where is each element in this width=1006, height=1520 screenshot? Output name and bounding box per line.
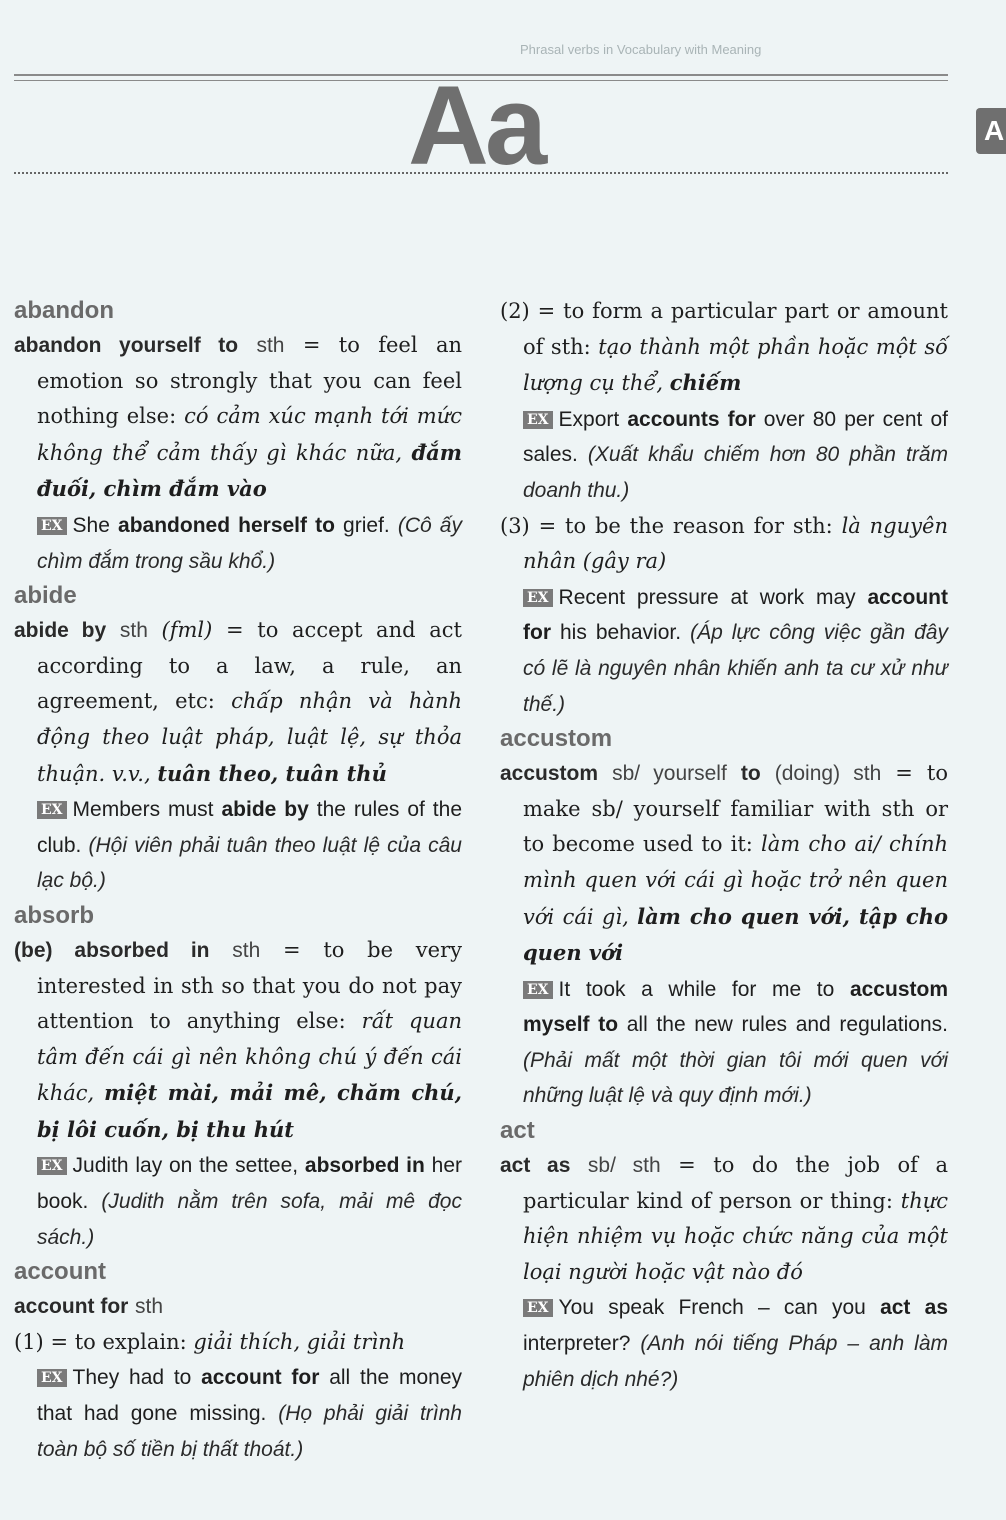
phrase: abandon yourself to — [14, 334, 239, 357]
example — [500, 402, 948, 509]
example-translation: (Phải mất một thời gian tôi mới quen với những luật lệ và quy định mới.) — [523, 1048, 948, 1108]
example-tag: EX — [37, 1157, 67, 1175]
sense-number: (3) — [500, 513, 530, 538]
translation-vi: chiếm — [669, 370, 742, 396]
example-phrase: absorbed in — [304, 1154, 425, 1178]
definition-en: = to be very interested in sth so that you do not pay attention to anything else: — [37, 937, 462, 1034]
example — [14, 1360, 462, 1467]
placeholder: sb/ sth — [587, 1154, 661, 1178]
example — [500, 580, 948, 722]
example-text: Recent pressure at work may — [558, 585, 856, 609]
entry-abide-by — [14, 613, 462, 792]
example-tag: EX — [37, 1369, 67, 1387]
placeholder: sth — [135, 1295, 164, 1319]
translation-vi: tuân theo, tuân thủ — [157, 760, 387, 786]
example-text: all the money that had gone missing. — [37, 1366, 462, 1426]
phrase: abide by — [14, 619, 107, 643]
example-translation: (Hội viên phải tuân theo luật lệ của câu lạc bộ.) — [37, 833, 462, 893]
definition-vi: có cảm xúc mạnh tới mức không thể cảm thấy gì khác nữa, — [37, 404, 462, 465]
example-text: interpreter? — [523, 1332, 631, 1356]
example-text: all the new rules and regulations. — [626, 1013, 948, 1037]
example-phrase: act as — [880, 1296, 949, 1320]
example — [14, 508, 462, 579]
example-phrase: account for — [523, 585, 948, 645]
example-tag: EX — [523, 411, 553, 429]
entry-abandon-yourself-to — [14, 328, 462, 508]
entry-accustom-to — [500, 756, 948, 972]
example-tag: EX — [523, 1299, 553, 1317]
example-tag: EX — [37, 517, 67, 535]
example-phrase: accounts for — [627, 407, 756, 431]
example-translation: (Judith nằm trên sofa, mải mê đọc sách.) — [37, 1190, 462, 1249]
definition-vi: rất quan tâm đến cái gì nên không chú ý đến cái khác, — [37, 1009, 462, 1106]
example-phrase: abandoned herself to — [118, 513, 335, 537]
definition-en: = to form a particular part or amount of sth: — [523, 299, 948, 359]
translation-vi: đắm đuối, chìm đắm vào — [37, 439, 462, 502]
definition-en: = to make sb/ yourself familiar with sth or to become used to it: — [523, 761, 948, 857]
thumb-index-tab[interactable]: A — [976, 108, 1006, 154]
section-letter: Aa — [408, 63, 544, 188]
example-text: grief. — [343, 513, 390, 537]
example-text: Judith lay on the settee, — [72, 1154, 299, 1178]
phrase: (be) absorbed in — [14, 938, 210, 962]
running-head: Phrasal verbs in Vocabulary with Meaning — [520, 42, 762, 57]
translation-vi: miệt mài, mải mê, chăm chú, bị lôi cuốn, bị thu hút — [37, 1080, 462, 1142]
example-tag: EX — [523, 589, 553, 607]
dotted-divider — [14, 172, 948, 174]
example-text: They had to — [72, 1366, 192, 1390]
example — [500, 972, 948, 1114]
phrase: act as — [500, 1154, 571, 1178]
definition-vi: chấp nhận và hành động theo luật pháp, luật lệ, sự thỏa thuận. v.v., — [37, 689, 462, 786]
headword-accustom: accustom — [500, 725, 613, 753]
example-translation: (Cô ấy chìm đắm trong sầu khổ.) — [37, 513, 462, 573]
phrase: to — [740, 762, 761, 786]
definition-en: = to feel an emotion so strongly that you can feel nothing else: — [37, 333, 462, 429]
example — [14, 792, 462, 899]
sense-number: (2) — [500, 299, 530, 323]
headword-abide: abide — [14, 582, 77, 610]
example-text: It took a while for me to — [558, 977, 835, 1001]
left-column — [14, 294, 462, 1467]
sense-1 — [14, 1325, 462, 1361]
sense-2 — [500, 294, 948, 402]
example — [14, 1148, 462, 1255]
placeholder: (doing) sth — [774, 762, 882, 786]
example-text: over 80 per cent of sales. — [523, 407, 948, 467]
example-phrase: abide by — [221, 798, 309, 822]
phrase: account for — [14, 1295, 129, 1319]
definition-vi: làm cho ai/ chính mình quen với cái gì hoặc trở nên quen với cái gì, — [523, 832, 948, 929]
entry-account-for — [14, 1289, 462, 1325]
headword-absorb: absorb — [14, 901, 95, 929]
right-column — [500, 294, 948, 1397]
example-text: his behavior. — [560, 621, 682, 645]
example-text: Export — [558, 407, 620, 431]
register-label: (fml) — [161, 618, 213, 643]
entry-act-as — [500, 1148, 948, 1290]
placeholder: sth — [256, 334, 285, 357]
headword-act: act — [500, 1117, 535, 1145]
example-phrase: account for — [201, 1366, 320, 1390]
definition-vi: giải thích, giải trình — [193, 1329, 406, 1354]
sense-number: (1) — [14, 1329, 44, 1354]
example — [500, 1290, 948, 1397]
example-text: She — [72, 513, 110, 537]
example-translation: (Áp lực công việc gần đây có lẽ là nguyên nhân khiến anh ta cư xử như thế.) — [523, 621, 948, 716]
definition-vi: thực hiện nhiệm vụ hoặc chức năng của một loại người hoặc vật nào đó — [523, 1188, 948, 1284]
example-text: Members must — [72, 798, 214, 822]
definition-en: = to explain: — [50, 1329, 187, 1354]
definition-en: = to do the job of a particular kind of person or thing: — [523, 1153, 948, 1213]
example-translation: (Anh nói tiếng Pháp – anh làm phiên dịch nhé?) — [523, 1332, 948, 1391]
example-text: the rules of the club. — [37, 798, 463, 857]
example-phrase: accustom myself to — [523, 977, 948, 1037]
example-text: her book. — [37, 1154, 462, 1214]
definition-vi: tạo thành một phần hoặc một số lượng cụ thể, — [523, 334, 948, 396]
placeholder: sth — [232, 938, 261, 962]
example-tag: EX — [523, 981, 553, 999]
placeholder: sb/ yourself — [612, 762, 727, 786]
example-tag: EX — [37, 801, 67, 819]
example-translation: (Xuất khẩu chiếm hơn 80 phần trăm doanh thu.) — [523, 443, 948, 502]
headword-abandon: abandon — [14, 297, 114, 324]
definition-en: = to accept and act according to a law, a rule, an agreement, etc: — [37, 618, 462, 714]
definition-vi: là nguyên nhân (gây ra) — [523, 513, 948, 574]
headword-account: account — [14, 1258, 107, 1286]
translation-vi: làm cho quen với, tập cho quen với — [523, 903, 948, 966]
example-text: You speak French – can you — [558, 1296, 866, 1320]
definition-en: = to be the reason for sth: — [538, 513, 833, 538]
phrase: accustom — [500, 762, 599, 786]
example-translation: (Họ phải giải trình toàn bộ số tiền bị thất thoát.) — [37, 1402, 462, 1461]
placeholder: sth — [119, 619, 148, 643]
sense-3 — [500, 509, 948, 580]
entry-absorbed-in — [14, 933, 462, 1149]
